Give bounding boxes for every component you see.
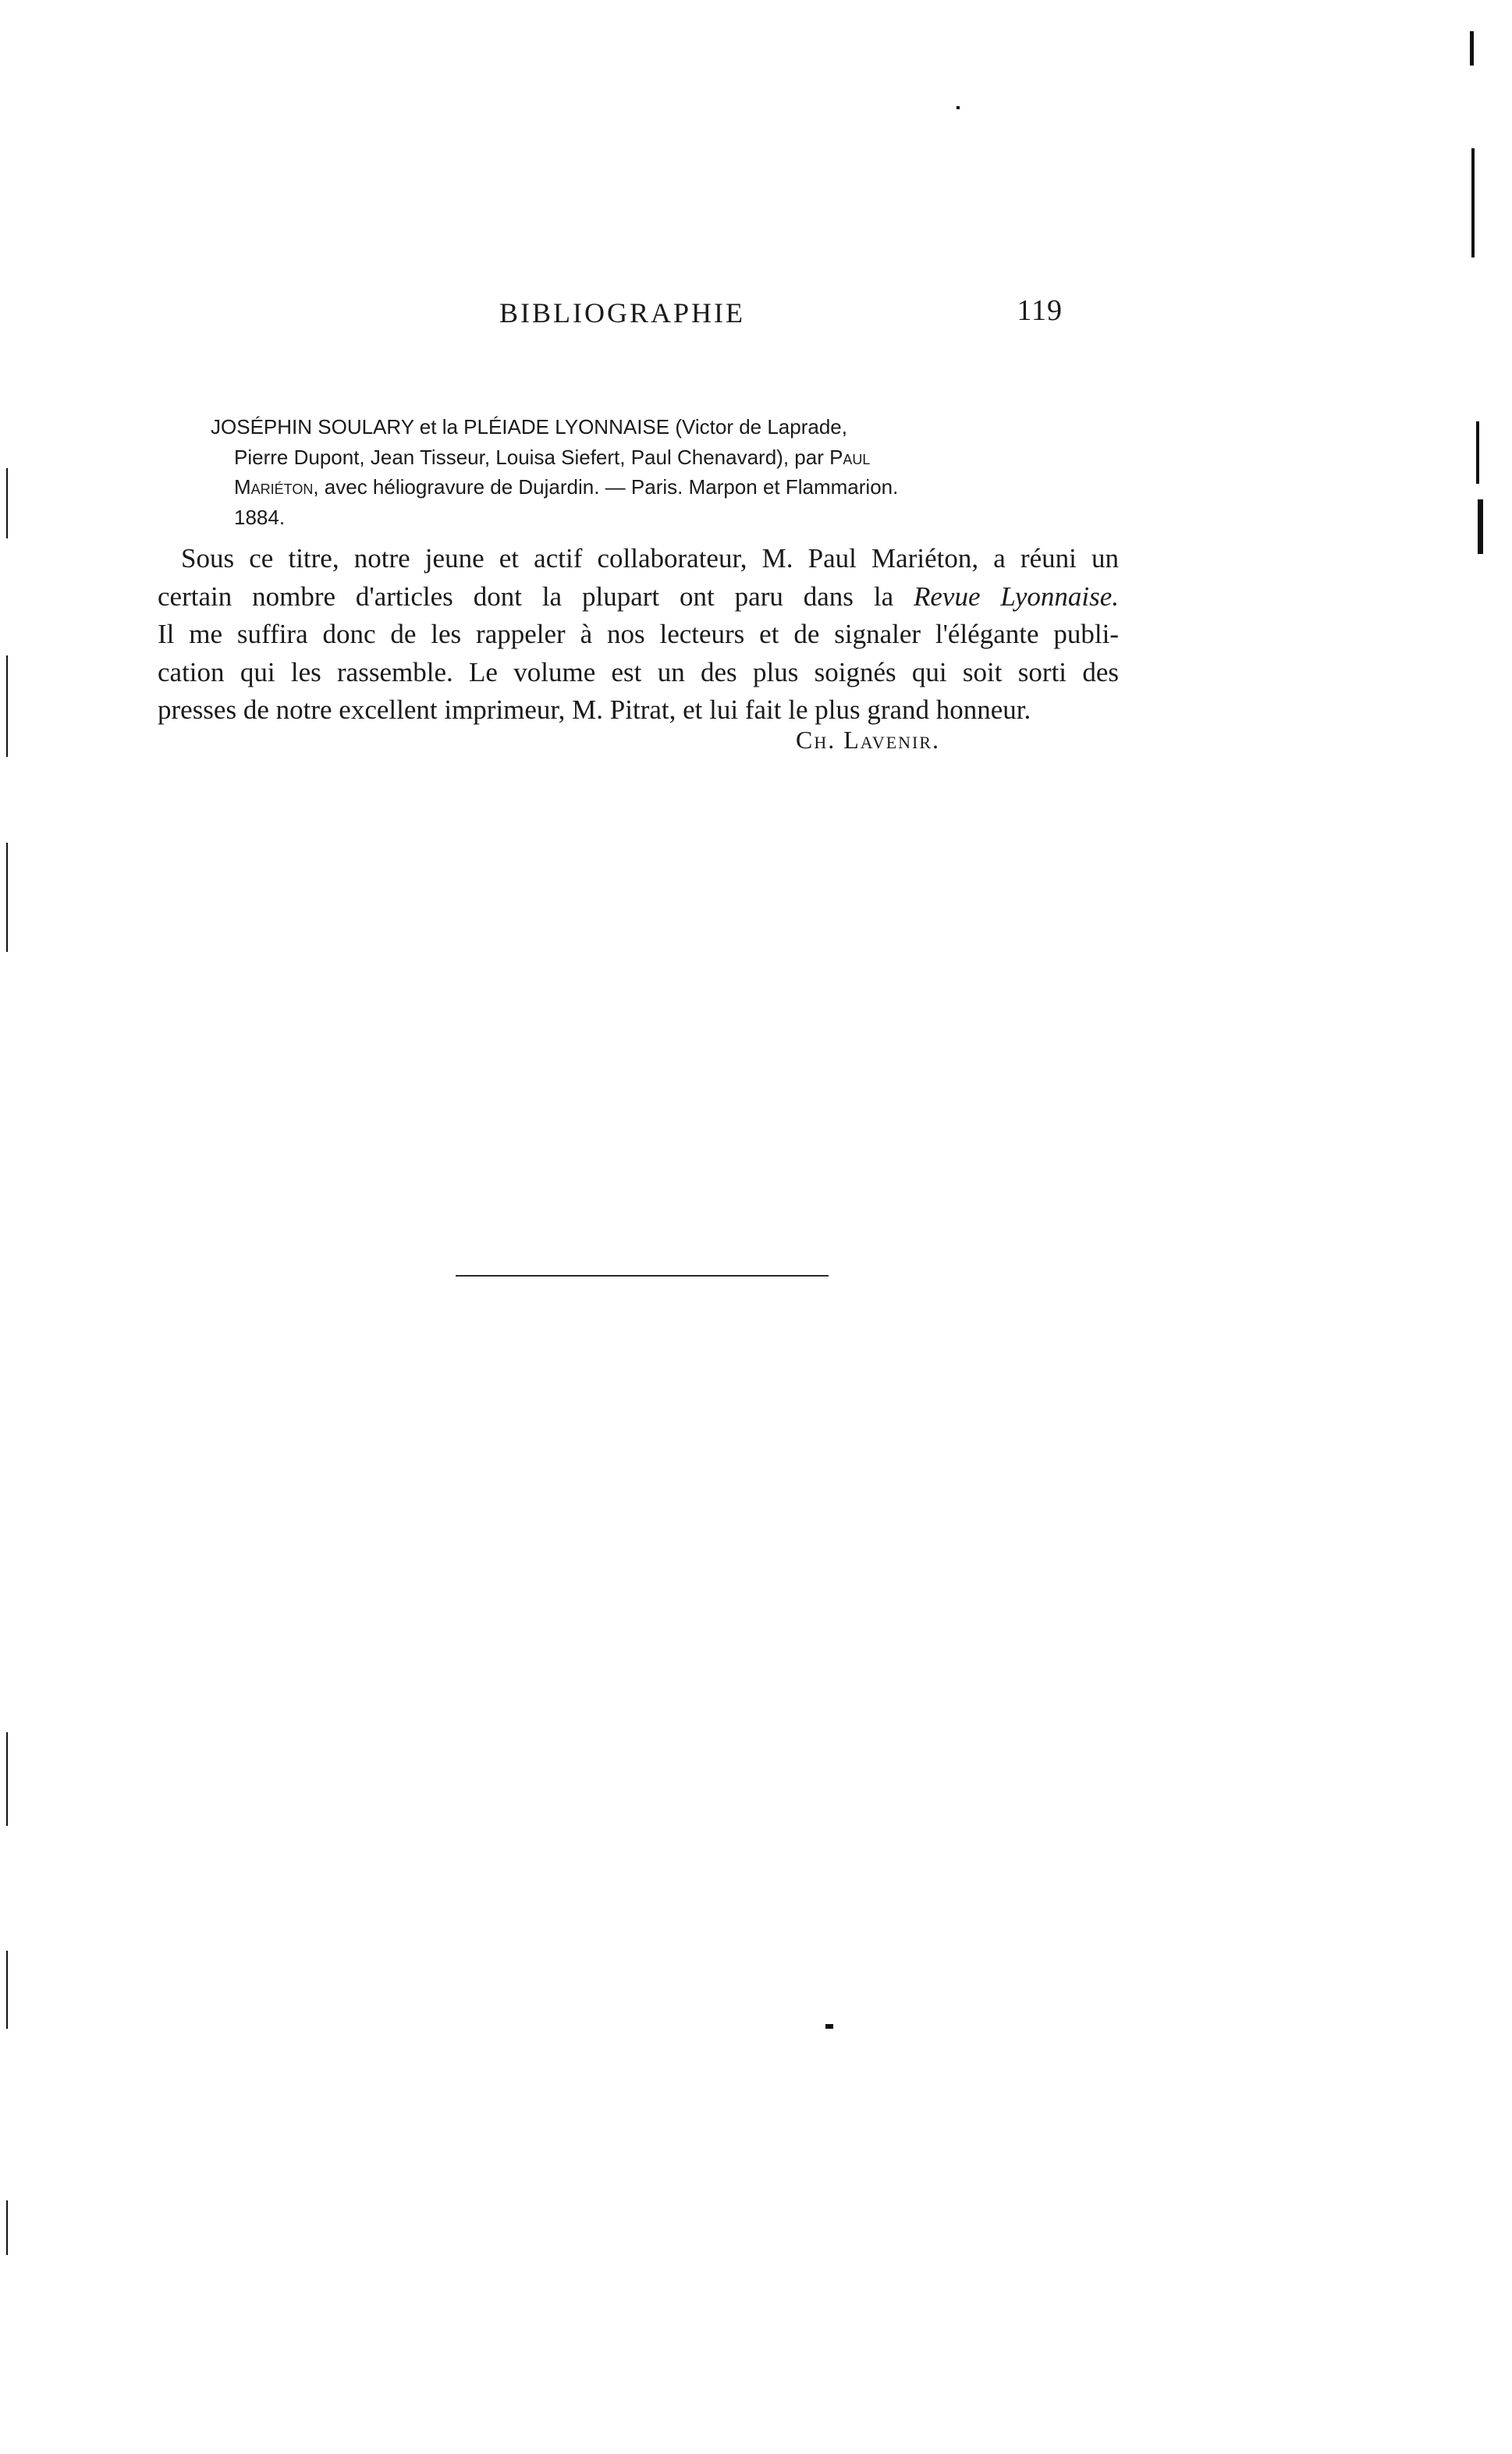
scan-artifact	[6, 2200, 8, 2255]
scan-artifact	[1471, 148, 1475, 257]
entry-line: 1884.	[234, 505, 286, 529]
running-head-title: BIBLIOGRAPHIE	[499, 297, 745, 329]
scan-artifact	[6, 655, 8, 757]
scan-artifact	[6, 843, 8, 952]
review-line: cation qui les rassemble. Le volume est un des plus soignés qui soit sorti des	[158, 656, 1119, 687]
scan-artifact	[1470, 31, 1474, 66]
section-divider	[456, 1275, 829, 1277]
scan-artifact	[6, 468, 8, 538]
review-line: Il me suffira donc de les rappeler à nos lecteurs et de signaler l'élégante publi-	[158, 619, 1119, 649]
entry-line: JOSÉPHIN SOULARY et la PLÉIADE LYONNAISE (Victor de Laprade,	[211, 415, 847, 439]
scan-artifact	[1476, 421, 1479, 484]
page-number: 119	[1017, 294, 1063, 327]
author-signature: Ch. Lavenir.	[796, 726, 941, 754]
review-line: presses de notre excellent imprimeur, M. Pitrat, et lui fait le plus grand honneur.	[158, 694, 1031, 725]
running-head	[499, 290, 1061, 337]
journal-title: Revue Lyonnaise.	[914, 581, 1119, 612]
review-line: Sous ce titre, notre jeune et actif collaborateur, M. Paul Mariéton, a réuni un	[181, 543, 1119, 574]
bibliographic-entry	[211, 412, 1116, 532]
entry-line: Mariéton, avec héliogravure de Dujardin. — Paris. Marpon et Flammarion.	[234, 475, 899, 499]
scan-artifact	[957, 106, 960, 109]
scan-artifact	[1478, 499, 1483, 554]
scan-artifact	[825, 2024, 833, 2029]
scan-artifact	[6, 1951, 8, 2029]
scan-artifact	[6, 1732, 8, 1826]
review-paragraph	[158, 540, 1119, 730]
review-line: certain nombre d'articles dont la plupart ont paru dans la Revue Lyonnaise.	[158, 581, 1119, 612]
entry-line: Pierre Dupont, Jean Tisseur, Louisa Siefert, Paul Chenavard), par Paul	[234, 445, 871, 469]
